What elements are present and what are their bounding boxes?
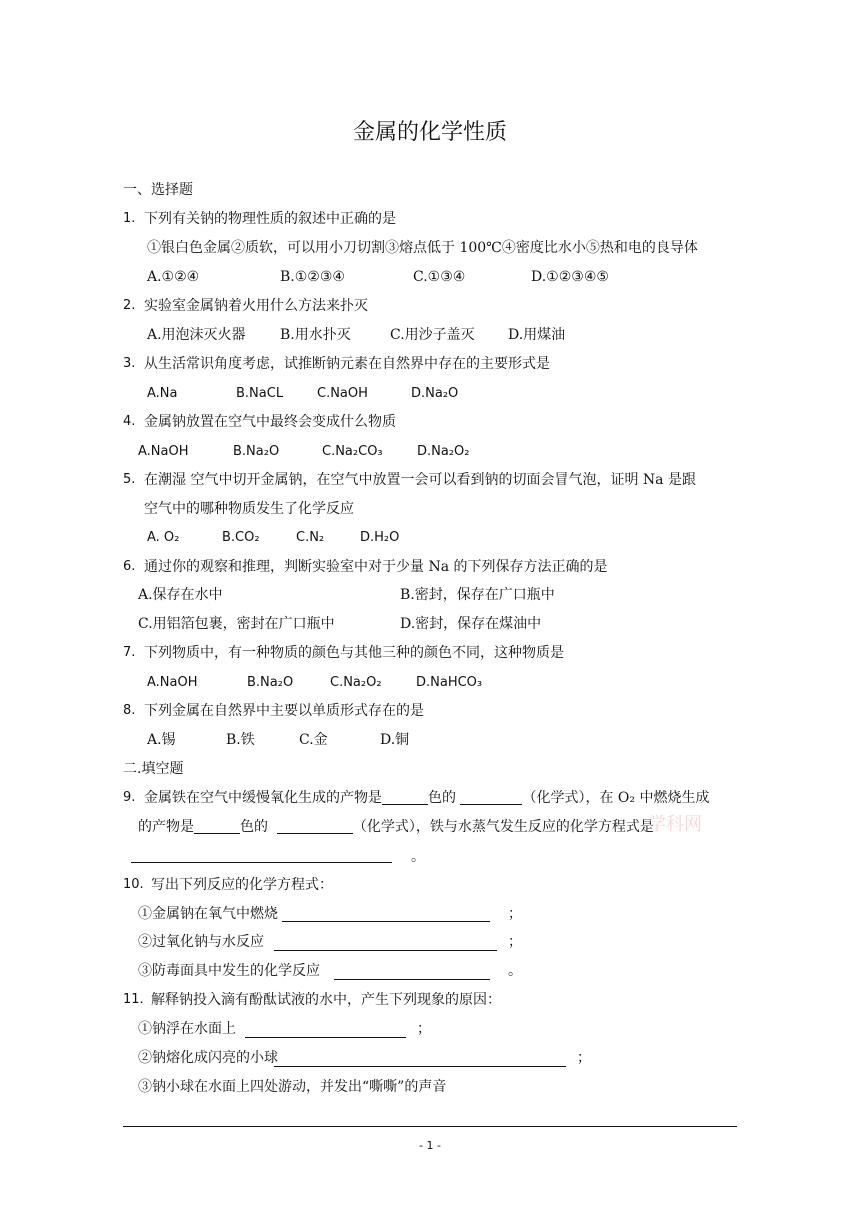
- q10-end-3: 。: [508, 963, 522, 979]
- q9-blank-color-1[interactable]: [382, 790, 428, 805]
- q6-stem: 通过你的观察和推理，判断实验室中对于少量 Na 的下列保存方法正确的是: [144, 559, 608, 575]
- q7-option-a: A.NaOH: [147, 675, 198, 690]
- q11-end-1: ；: [417, 1021, 431, 1037]
- q6-option-b: B.密封，保存在广口瓶中: [400, 587, 555, 603]
- q8-option-d: D.铜: [380, 732, 410, 748]
- q8-option-a: A.锡: [147, 732, 176, 748]
- q6-option-d: D.密封，保存在煤油中: [400, 616, 542, 632]
- q10-item-2: ②过氧化钠与水反应: [138, 934, 264, 950]
- q7-option-c: C.Na₂O₂: [330, 675, 382, 690]
- q3-option-b: B.NaCL: [236, 386, 284, 401]
- q4-stem: 金属钠放置在空气中最终会变成什么物质: [144, 414, 396, 430]
- q3-option-c: C.NaOH: [317, 386, 368, 401]
- q10-blank-2[interactable]: [274, 950, 497, 951]
- q5-stem-continued: 空气中的哪种物质发生了化学反应: [144, 501, 354, 517]
- q2-option-b: B.用水扑灭: [280, 327, 351, 343]
- q9-line1: [144, 789, 709, 807]
- q4-option-b: B.Na₂O: [233, 444, 280, 459]
- watermark-logo: 学科网: [648, 814, 702, 835]
- q1-option-b: B.①②③④: [280, 269, 345, 285]
- q9-text-a: 金属铁在空气中缓慢氧化生成的产物是: [144, 790, 382, 806]
- q1-option-a: A.①②④: [147, 269, 200, 285]
- q11-item-3: ③钠小球在水面上四处游动，并发出“嘶嘶”的声音: [138, 1079, 447, 1095]
- q9-text-f: （化学式），铁与水蒸气发生反应的化学方程式是: [352, 819, 654, 835]
- q8-number: 8.: [123, 703, 136, 718]
- q11-blank-2[interactable]: [274, 1066, 566, 1067]
- q1-option-c: C.①③④: [413, 269, 466, 285]
- q10-item-3: ③防毒面具中发生的化学反应: [138, 963, 320, 979]
- q1-option-d: D.①②③④⑤: [531, 269, 609, 285]
- q2-option-c: C.用沙子盖灭: [390, 327, 475, 343]
- q1-stem: 下列有关钠的物理性质的叙述中正确的是: [144, 211, 396, 227]
- q10-blank-1[interactable]: [282, 921, 490, 922]
- q10-blank-3[interactable]: [334, 979, 490, 980]
- q9-blank-equation[interactable]: [131, 862, 392, 863]
- q9-text-e: 色的: [240, 819, 268, 835]
- q10-number: 10.: [123, 877, 144, 892]
- q1-number: 1.: [123, 211, 136, 226]
- q5-number: 5.: [123, 472, 136, 487]
- q9-text-d: 的产物是: [138, 819, 194, 835]
- q6-option-c: C.用铝箔包裹，密封在广口瓶中: [138, 616, 335, 632]
- q11-number: 11.: [123, 992, 144, 1007]
- footer-divider: [123, 1126, 737, 1127]
- q3-option-d: D.Na₂O: [411, 386, 459, 401]
- q8-option-b: B.铁: [226, 732, 255, 748]
- q3-option-a: A.Na: [147, 386, 178, 401]
- q7-option-b: B.Na₂O: [247, 675, 294, 690]
- q11-item-2: ②钠熔化成闪亮的小球: [138, 1050, 278, 1066]
- q10-stem: 写出下列反应的化学方程式：: [151, 877, 333, 893]
- q4-option-d: D.Na₂O₂: [417, 444, 470, 459]
- q7-number: 7.: [123, 645, 136, 660]
- q9-blank-formula-1[interactable]: [460, 790, 522, 805]
- q9-text-b: 色的: [428, 790, 456, 806]
- q7-option-d: D.NaHCO₃: [416, 675, 483, 690]
- q9-end-mark: 。: [411, 849, 425, 865]
- q1-statements: ①银白色金属②质软，可以用小刀切割③熔点低于 100℃④密度比水小⑤热和电的良导体: [147, 240, 698, 256]
- page-title: 金属的化学性质: [352, 120, 507, 145]
- section-heading-choice: 一、选择题: [123, 182, 193, 198]
- q10-end-2: ；: [508, 934, 522, 950]
- q8-option-c: C.金: [299, 732, 328, 748]
- q5-option-a: A. O₂: [147, 530, 180, 545]
- q4-option-c: C.Na₂CO₃: [322, 444, 383, 459]
- q5-option-c: C.N₂: [296, 530, 325, 545]
- q2-stem: 实验室金属钠着火用什么方法来扑灭: [144, 298, 368, 314]
- q11-end-2: ；: [577, 1050, 591, 1066]
- q6-number: 6.: [123, 559, 136, 574]
- q2-number: 2.: [123, 298, 136, 313]
- q4-option-a: A.NaOH: [138, 444, 189, 459]
- q10-item-1: ①金属钠在氧气中燃烧: [138, 906, 278, 922]
- q6-option-a: A.保存在水中: [138, 587, 223, 603]
- q5-stem: 在潮湿 空气中切开金属钠，在空气中放置一会可以看到钠的切面会冒气泡，证明 Na 是跟: [144, 472, 696, 488]
- q9-blank-color-2[interactable]: [194, 819, 240, 834]
- q9-text-c: （化学式），在 O₂ 中燃烧生成: [522, 790, 710, 806]
- q2-option-d: D.用煤油: [508, 327, 566, 343]
- q3-number: 3.: [123, 356, 136, 371]
- section-heading-fill: 二.填空题: [123, 761, 184, 777]
- q3-stem: 从生活常识角度考虑，试推断钠元素在自然界中存在的主要形式是: [144, 356, 550, 372]
- q7-stem: 下列物质中，有一种物质的颜色与其他三种的颜色不同，这种物质是: [144, 645, 564, 661]
- q5-option-d: D.H₂O: [360, 530, 400, 545]
- q5-option-b: B.CO₂: [222, 530, 260, 545]
- q2-option-a: A.用泡沫灭火器: [147, 327, 246, 343]
- q11-stem: 解释钠投入滴有酚酞试液的水中，产生下列现象的原因：: [151, 992, 501, 1008]
- q9-blank-formula-2[interactable]: [277, 819, 353, 834]
- q11-blank-1[interactable]: [245, 1037, 406, 1038]
- page-number: - 1 -: [419, 1139, 441, 1152]
- q9-line2: [138, 818, 654, 836]
- q8-stem: 下列金属在自然界中主要以单质形式存在的是: [144, 703, 424, 719]
- q10-end-1: ；: [508, 906, 522, 922]
- q9-number: 9.: [123, 790, 136, 805]
- q4-number: 4.: [123, 414, 136, 429]
- q11-item-1: ①钠浮在水面上: [138, 1021, 236, 1037]
